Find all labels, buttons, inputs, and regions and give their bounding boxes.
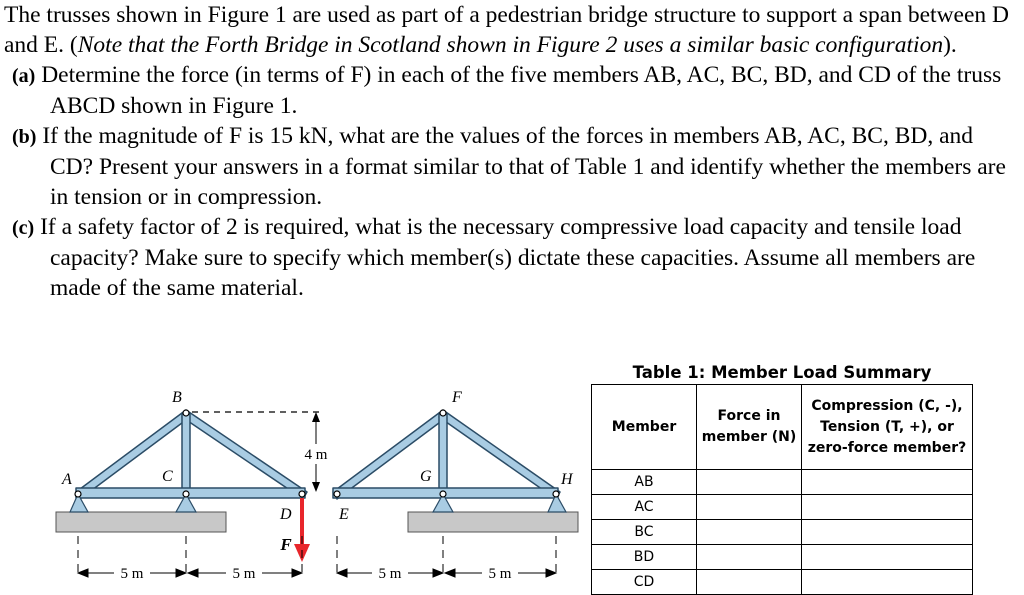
pin-b [183,410,189,416]
node-label-b: B [172,389,182,406]
span-label-4: 5 m [488,566,512,582]
load-label: F [280,535,292,554]
table-row [592,545,973,570]
table-row [592,470,973,495]
member-bd [182,410,307,499]
cell-member: AC [592,495,697,520]
cell-force [697,570,802,595]
cell-force [697,520,802,545]
node-label-e: E [339,506,349,523]
height-arrow-top [312,412,320,422]
part-c-text: If a safety factor of 2 is required, what is the necessary compressive load capacity and tensile load capacity? Make sure to specify which member(s) dictate these capacities. Assume all members are made of the same material. [40,214,976,301]
part-b-label: (b) [12,126,37,148]
problem-intro [4,0,1020,60]
member-load-table [591,362,973,595]
right-ground [408,512,578,532]
member-ab [76,410,190,499]
cell-member: CD [592,570,697,595]
height-arrow-bottom [312,482,320,492]
cell-type [802,470,973,495]
table-row [592,520,973,545]
part-a-text: Determine the force (in terms of F) in each of the five members AB, AC, BC, BD, and CD of the truss ABCD shown in Figure 1. [41,62,1002,119]
node-label-h: H [561,471,573,488]
member-fh [439,410,560,499]
pin-f [440,410,446,416]
header-force: Force in member (N) [697,385,802,470]
pin-c [183,491,189,497]
member-ac-cd [76,488,305,498]
table-title: Table 1: Member Load Summary [632,363,932,382]
left-truss [76,410,307,499]
table-row [592,495,973,520]
pin-h [553,491,559,497]
part-a-label: (a) [12,65,36,87]
part-a [4,60,1020,121]
node-label-a: A [62,471,72,488]
span-label-2: 5 m [232,566,256,582]
cell-type [802,545,973,570]
right-truss [333,410,560,499]
cell-type [802,495,973,520]
part-c [4,212,1020,303]
cell-member: BD [592,545,697,570]
member-bc [182,413,190,495]
part-b-text: If the magnitude of F is 15 kN, what are the values of the forces in members AB, AC, BC, BD, and CD? Present your answers in a format similar to that of Table 1 and identify whether the members are in tension or in compression. [42,123,1006,210]
pin-d [299,491,305,497]
pin-g [440,491,446,497]
header-member: Member [592,385,697,470]
cell-type [802,570,973,595]
node-label-f: F [452,389,462,406]
span-label-1: 5 m [120,566,144,582]
table-row [592,570,973,595]
cell-force [697,545,802,570]
member-fg [439,413,447,495]
left-ground [56,512,226,532]
truss-figure [40,380,580,592]
table-header-row [592,385,973,470]
cell-member: BC [592,520,697,545]
summary-table [591,384,973,595]
intro-italic-note: Note that the Forth Bridge in Scotland shown in Figure 2 uses a similar basic configuration [77,32,944,58]
cell-type [802,520,973,545]
node-label-g: G [420,468,432,485]
header-type: Compression (C, -), Tension (T, +), or zero-force member? [802,385,973,470]
intro-text-2: ). [943,32,957,58]
intro-text-1: The trusses shown in Figure 1 are used as part of a pedestrian bridge structure to support a span between D and E. ( [4,2,1010,58]
node-label-d: D [280,506,292,523]
member-ef [333,410,447,499]
cell-force [697,495,802,520]
span-label-3: 5 m [378,566,402,582]
pin-a [75,491,81,497]
part-b [4,121,1020,212]
problem-statement [4,0,1020,303]
node-label-c: C [162,468,173,485]
cell-force [697,470,802,495]
height-dim-label: 4 m [304,447,328,463]
pin-e [334,491,340,497]
cell-member: AB [592,470,697,495]
part-c-label: (c) [12,217,35,239]
